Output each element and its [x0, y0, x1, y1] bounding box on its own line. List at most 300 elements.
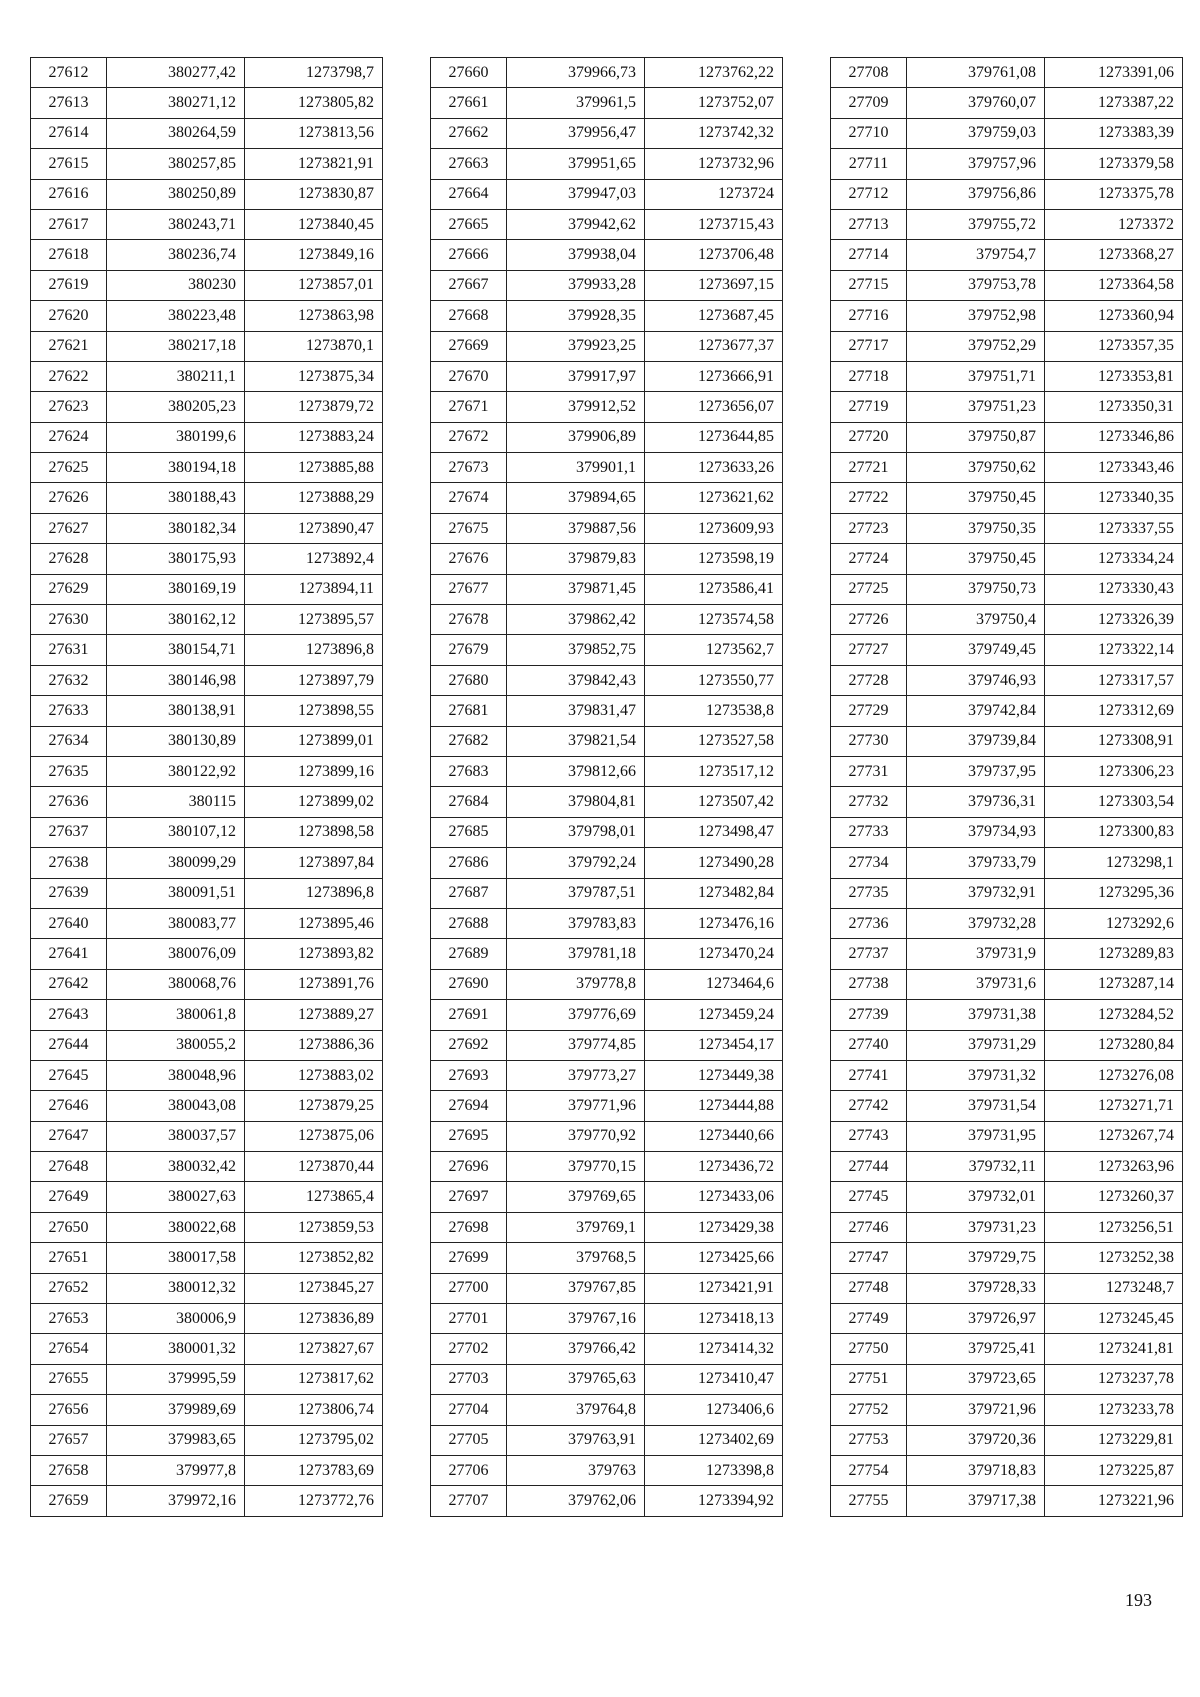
- point-id-cell: 27655: [31, 1364, 107, 1394]
- x-coordinate-cell: 380122,92: [107, 756, 245, 786]
- x-coordinate-cell: 379731,38: [907, 1000, 1045, 1030]
- table-row: [31, 149, 383, 179]
- point-id-cell: 27731: [831, 756, 907, 786]
- point-id-cell: 27616: [31, 179, 107, 209]
- x-coordinate-cell: 379750,35: [907, 513, 1045, 543]
- x-coordinate-cell: 379942,62: [507, 209, 645, 239]
- x-coordinate-cell: 379750,73: [907, 574, 1045, 604]
- y-coordinate-cell: 1273898,55: [245, 696, 383, 726]
- x-coordinate-cell: 380138,91: [107, 696, 245, 726]
- x-coordinate-cell: 379894,65: [507, 483, 645, 513]
- point-id-cell: 27618: [31, 240, 107, 270]
- point-id-cell: 27704: [431, 1395, 507, 1425]
- point-id-cell: 27678: [431, 605, 507, 635]
- table-row: [831, 969, 1183, 999]
- y-coordinate-cell: 1273252,38: [1045, 1243, 1183, 1273]
- x-coordinate-cell: 380188,43: [107, 483, 245, 513]
- point-id-cell: 27683: [431, 756, 507, 786]
- x-coordinate-cell: 380223,48: [107, 301, 245, 331]
- x-coordinate-cell: 379726,97: [907, 1304, 1045, 1334]
- y-coordinate-cell: 1273538,8: [645, 696, 783, 726]
- x-coordinate-cell: 379761,08: [907, 58, 1045, 88]
- x-coordinate-cell: 380006,9: [107, 1304, 245, 1334]
- y-coordinate-cell: 1273317,57: [1045, 665, 1183, 695]
- y-coordinate-cell: 1273772,76: [245, 1486, 383, 1516]
- point-id-cell: 27746: [831, 1212, 907, 1242]
- x-coordinate-cell: 380230: [107, 270, 245, 300]
- x-coordinate-cell: 379718,83: [907, 1455, 1045, 1485]
- y-coordinate-cell: 1273402,69: [645, 1425, 783, 1455]
- y-coordinate-cell: 1273795,02: [245, 1425, 383, 1455]
- table-row: [831, 513, 1183, 543]
- x-coordinate-cell: 379769,1: [507, 1212, 645, 1242]
- table-row: [431, 848, 783, 878]
- x-coordinate-cell: 379769,65: [507, 1182, 645, 1212]
- x-coordinate-cell: 379752,98: [907, 301, 1045, 331]
- x-coordinate-cell: 379977,8: [107, 1455, 245, 1485]
- point-id-cell: 27741: [831, 1060, 907, 1090]
- point-id-cell: 27621: [31, 331, 107, 361]
- x-coordinate-cell: 380076,09: [107, 939, 245, 969]
- point-id-cell: 27642: [31, 969, 107, 999]
- point-id-cell: 27707: [431, 1486, 507, 1516]
- x-coordinate-cell: 379871,45: [507, 574, 645, 604]
- y-coordinate-cell: 1273857,01: [245, 270, 383, 300]
- table-row: [431, 301, 783, 331]
- point-id-cell: 27718: [831, 361, 907, 391]
- point-id-cell: 27692: [431, 1030, 507, 1060]
- table-row: [831, 361, 1183, 391]
- y-coordinate-cell: 1273429,38: [645, 1212, 783, 1242]
- x-coordinate-cell: 380199,6: [107, 422, 245, 452]
- point-id-cell: 27673: [431, 453, 507, 483]
- point-id-cell: 27634: [31, 726, 107, 756]
- y-coordinate-cell: 1273421,91: [645, 1273, 783, 1303]
- table-row: [831, 787, 1183, 817]
- x-coordinate-cell: 379933,28: [507, 270, 645, 300]
- table-row: [31, 544, 383, 574]
- x-coordinate-cell: 379770,15: [507, 1152, 645, 1182]
- point-id-cell: 27666: [431, 240, 507, 270]
- table-row: [31, 1030, 383, 1060]
- x-coordinate-cell: 380115: [107, 787, 245, 817]
- x-coordinate-cell: 380169,19: [107, 574, 245, 604]
- point-id-cell: 27649: [31, 1182, 107, 1212]
- y-coordinate-cell: 1273346,86: [1045, 422, 1183, 452]
- x-coordinate-cell: 379732,01: [907, 1182, 1045, 1212]
- table-row: [31, 1182, 383, 1212]
- y-coordinate-cell: 1273897,84: [245, 848, 383, 878]
- y-coordinate-cell: 1273425,66: [645, 1243, 783, 1273]
- point-id-cell: 27659: [31, 1486, 107, 1516]
- table-row: [431, 1486, 783, 1516]
- x-coordinate-cell: 379731,95: [907, 1121, 1045, 1151]
- point-id-cell: 27641: [31, 939, 107, 969]
- point-id-cell: 27677: [431, 574, 507, 604]
- point-id-cell: 27749: [831, 1304, 907, 1334]
- y-coordinate-cell: 1273899,02: [245, 787, 383, 817]
- point-id-cell: 27648: [31, 1152, 107, 1182]
- point-id-cell: 27623: [31, 392, 107, 422]
- table-row: [31, 726, 383, 756]
- point-id-cell: 27699: [431, 1243, 507, 1273]
- point-id-cell: 27708: [831, 58, 907, 88]
- table-row: [31, 1273, 383, 1303]
- y-coordinate-cell: 1273845,27: [245, 1273, 383, 1303]
- point-id-cell: 27667: [431, 270, 507, 300]
- table-row: [831, 605, 1183, 635]
- table-row: [831, 301, 1183, 331]
- x-coordinate-cell: 380107,12: [107, 817, 245, 847]
- y-coordinate-cell: 1273233,78: [1045, 1395, 1183, 1425]
- x-coordinate-cell: 380099,29: [107, 848, 245, 878]
- point-id-cell: 27755: [831, 1486, 907, 1516]
- table-row: [431, 1182, 783, 1212]
- x-coordinate-cell: 379917,97: [507, 361, 645, 391]
- y-coordinate-cell: 1273609,93: [645, 513, 783, 543]
- point-id-cell: 27738: [831, 969, 907, 999]
- table-row: [431, 361, 783, 391]
- x-coordinate-cell: 379750,87: [907, 422, 1045, 452]
- table-row: [431, 179, 783, 209]
- table-row: [431, 908, 783, 938]
- x-coordinate-cell: 379768,5: [507, 1243, 645, 1273]
- x-coordinate-cell: 380162,12: [107, 605, 245, 635]
- coordinate-table-2: [430, 57, 783, 1517]
- table-row: [431, 1121, 783, 1151]
- point-id-cell: 27732: [831, 787, 907, 817]
- y-coordinate-cell: 1273896,8: [245, 635, 383, 665]
- y-coordinate-cell: 1273644,85: [645, 422, 783, 452]
- y-coordinate-cell: 1273440,66: [645, 1121, 783, 1151]
- x-coordinate-cell: 379739,84: [907, 726, 1045, 756]
- x-coordinate-cell: 380271,12: [107, 88, 245, 118]
- table-row: [831, 817, 1183, 847]
- table-row: [831, 179, 1183, 209]
- x-coordinate-cell: 379732,28: [907, 908, 1045, 938]
- y-coordinate-cell: 1273895,57: [245, 605, 383, 635]
- x-coordinate-cell: 379764,8: [507, 1395, 645, 1425]
- x-coordinate-cell: 379732,91: [907, 878, 1045, 908]
- point-id-cell: 27619: [31, 270, 107, 300]
- table-row: [831, 1182, 1183, 1212]
- x-coordinate-cell: 380022,68: [107, 1212, 245, 1242]
- x-coordinate-cell: 379787,51: [507, 878, 645, 908]
- y-coordinate-cell: 1273464,6: [645, 969, 783, 999]
- point-id-cell: 27656: [31, 1395, 107, 1425]
- point-id-cell: 27719: [831, 392, 907, 422]
- y-coordinate-cell: 1273414,32: [645, 1334, 783, 1364]
- point-id-cell: 27631: [31, 635, 107, 665]
- y-coordinate-cell: 1273783,69: [245, 1455, 383, 1485]
- table-row: [431, 483, 783, 513]
- y-coordinate-cell: 1273241,81: [1045, 1334, 1183, 1364]
- point-id-cell: 27670: [431, 361, 507, 391]
- y-coordinate-cell: 1273890,47: [245, 513, 383, 543]
- table-row: [431, 756, 783, 786]
- x-coordinate-cell: 380211,1: [107, 361, 245, 391]
- x-coordinate-cell: 379750,45: [907, 483, 1045, 513]
- x-coordinate-cell: 379821,54: [507, 726, 645, 756]
- point-id-cell: 27716: [831, 301, 907, 331]
- point-id-cell: 27748: [831, 1273, 907, 1303]
- x-coordinate-cell: 380083,77: [107, 908, 245, 938]
- x-coordinate-cell: 379737,95: [907, 756, 1045, 786]
- x-coordinate-cell: 379750,62: [907, 453, 1045, 483]
- x-coordinate-cell: 379754,7: [907, 240, 1045, 270]
- y-coordinate-cell: 1273306,23: [1045, 756, 1183, 786]
- y-coordinate-cell: 1273490,28: [645, 848, 783, 878]
- y-coordinate-cell: 1273298,1: [1045, 848, 1183, 878]
- table-row: [431, 696, 783, 726]
- table-row: [31, 88, 383, 118]
- y-coordinate-cell: 1273375,78: [1045, 179, 1183, 209]
- y-coordinate-cell: 1273798,7: [245, 58, 383, 88]
- y-coordinate-cell: 1273459,24: [645, 1000, 783, 1030]
- table-row: [31, 1121, 383, 1151]
- table-row: [831, 1152, 1183, 1182]
- y-coordinate-cell: 1273852,82: [245, 1243, 383, 1273]
- point-id-cell: 27650: [31, 1212, 107, 1242]
- point-id-cell: 27681: [431, 696, 507, 726]
- point-id-cell: 27643: [31, 1000, 107, 1030]
- x-coordinate-cell: 379804,81: [507, 787, 645, 817]
- point-id-cell: 27663: [431, 149, 507, 179]
- table-row: [31, 1304, 383, 1334]
- x-coordinate-cell: 379928,35: [507, 301, 645, 331]
- point-id-cell: 27675: [431, 513, 507, 543]
- x-coordinate-cell: 379756,86: [907, 179, 1045, 209]
- point-id-cell: 27664: [431, 179, 507, 209]
- point-id-cell: 27652: [31, 1273, 107, 1303]
- y-coordinate-cell: 1273870,1: [245, 331, 383, 361]
- y-coordinate-cell: 1273899,16: [245, 756, 383, 786]
- table-row: [831, 756, 1183, 786]
- y-coordinate-cell: 1273886,36: [245, 1030, 383, 1060]
- point-id-cell: 27714: [831, 240, 907, 270]
- point-id-cell: 27753: [831, 1425, 907, 1455]
- x-coordinate-cell: 379923,25: [507, 331, 645, 361]
- point-id-cell: 27726: [831, 605, 907, 635]
- point-id-cell: 27730: [831, 726, 907, 756]
- table-row: [831, 878, 1183, 908]
- point-id-cell: 27622: [31, 361, 107, 391]
- point-id-cell: 27676: [431, 544, 507, 574]
- table-row: [431, 1455, 783, 1485]
- y-coordinate-cell: 1273337,55: [1045, 513, 1183, 543]
- x-coordinate-cell: 380130,89: [107, 726, 245, 756]
- table-row: [831, 665, 1183, 695]
- x-coordinate-cell: 379728,33: [907, 1273, 1045, 1303]
- point-id-cell: 27627: [31, 513, 107, 543]
- y-coordinate-cell: 1273322,14: [1045, 635, 1183, 665]
- y-coordinate-cell: 1273454,17: [645, 1030, 783, 1060]
- x-coordinate-cell: 380175,93: [107, 544, 245, 574]
- table-row: [31, 118, 383, 148]
- y-coordinate-cell: 1273418,13: [645, 1304, 783, 1334]
- x-coordinate-cell: 379766,42: [507, 1334, 645, 1364]
- x-coordinate-cell: 379725,41: [907, 1334, 1045, 1364]
- x-coordinate-cell: 379750,4: [907, 605, 1045, 635]
- y-coordinate-cell: 1273498,47: [645, 817, 783, 847]
- point-id-cell: 27633: [31, 696, 107, 726]
- table-row: [831, 1395, 1183, 1425]
- point-id-cell: 27722: [831, 483, 907, 513]
- point-id-cell: 27680: [431, 665, 507, 695]
- x-coordinate-cell: 379729,75: [907, 1243, 1045, 1273]
- table-row: [431, 1273, 783, 1303]
- table-row: [431, 665, 783, 695]
- x-coordinate-cell: 379781,18: [507, 939, 645, 969]
- table-row: [831, 1060, 1183, 1090]
- x-coordinate-cell: 379751,23: [907, 392, 1045, 422]
- x-coordinate-cell: 379731,29: [907, 1030, 1045, 1060]
- table-row: [831, 453, 1183, 483]
- point-id-cell: 27658: [31, 1455, 107, 1485]
- y-coordinate-cell: 1273357,35: [1045, 331, 1183, 361]
- point-id-cell: 27721: [831, 453, 907, 483]
- y-coordinate-cell: 1273225,87: [1045, 1455, 1183, 1485]
- point-id-cell: 27632: [31, 665, 107, 695]
- x-coordinate-cell: 379956,47: [507, 118, 645, 148]
- point-id-cell: 27744: [831, 1152, 907, 1182]
- y-coordinate-cell: 1273433,06: [645, 1182, 783, 1212]
- x-coordinate-cell: 380001,32: [107, 1334, 245, 1364]
- x-coordinate-cell: 379734,93: [907, 817, 1045, 847]
- y-coordinate-cell: 1273287,14: [1045, 969, 1183, 999]
- table-row: [31, 1395, 383, 1425]
- table-row: [31, 270, 383, 300]
- table-row: [431, 1091, 783, 1121]
- table-row: [31, 179, 383, 209]
- x-coordinate-cell: 380277,42: [107, 58, 245, 88]
- x-coordinate-cell: 379733,79: [907, 848, 1045, 878]
- y-coordinate-cell: 1273762,22: [645, 58, 783, 88]
- x-coordinate-cell: 379723,65: [907, 1364, 1045, 1394]
- x-coordinate-cell: 379774,85: [507, 1030, 645, 1060]
- y-coordinate-cell: 1273859,53: [245, 1212, 383, 1242]
- table-row: [431, 331, 783, 361]
- point-id-cell: 27654: [31, 1334, 107, 1364]
- y-coordinate-cell: 1273229,81: [1045, 1425, 1183, 1455]
- point-id-cell: 27639: [31, 878, 107, 908]
- y-coordinate-cell: 1273849,16: [245, 240, 383, 270]
- point-id-cell: 27686: [431, 848, 507, 878]
- point-id-cell: 27723: [831, 513, 907, 543]
- x-coordinate-cell: 379961,5: [507, 88, 645, 118]
- x-coordinate-cell: 379731,9: [907, 939, 1045, 969]
- y-coordinate-cell: 1273562,7: [645, 635, 783, 665]
- table-row: [431, 270, 783, 300]
- x-coordinate-cell: 380146,98: [107, 665, 245, 695]
- point-id-cell: 27638: [31, 848, 107, 878]
- table-row: [431, 1000, 783, 1030]
- table-row: [431, 605, 783, 635]
- point-id-cell: 27657: [31, 1425, 107, 1455]
- table-row: [431, 726, 783, 756]
- point-id-cell: 27703: [431, 1364, 507, 1394]
- point-id-cell: 27715: [831, 270, 907, 300]
- x-coordinate-cell: 380037,57: [107, 1121, 245, 1151]
- point-id-cell: 27615: [31, 149, 107, 179]
- point-id-cell: 27710: [831, 118, 907, 148]
- x-coordinate-cell: 380205,23: [107, 392, 245, 422]
- x-coordinate-cell: 379966,73: [507, 58, 645, 88]
- y-coordinate-cell: 1273387,22: [1045, 88, 1183, 118]
- x-coordinate-cell: 379746,93: [907, 665, 1045, 695]
- table-row: [431, 787, 783, 817]
- y-coordinate-cell: 1273330,43: [1045, 574, 1183, 604]
- table-row: [831, 1212, 1183, 1242]
- table-row: [31, 1091, 383, 1121]
- point-id-cell: 27751: [831, 1364, 907, 1394]
- point-id-cell: 27620: [31, 301, 107, 331]
- y-coordinate-cell: 1273724: [645, 179, 783, 209]
- x-coordinate-cell: 379776,69: [507, 1000, 645, 1030]
- x-coordinate-cell: 379731,23: [907, 1212, 1045, 1242]
- y-coordinate-cell: 1273821,91: [245, 149, 383, 179]
- table-row: [831, 1304, 1183, 1334]
- y-coordinate-cell: 1273888,29: [245, 483, 383, 513]
- table-row: [831, 483, 1183, 513]
- y-coordinate-cell: 1273410,47: [645, 1364, 783, 1394]
- table-row: [831, 1425, 1183, 1455]
- y-coordinate-cell: 1273350,31: [1045, 392, 1183, 422]
- x-coordinate-cell: 379947,03: [507, 179, 645, 209]
- table-row: [831, 1455, 1183, 1485]
- x-coordinate-cell: 379763,91: [507, 1425, 645, 1455]
- point-id-cell: 27646: [31, 1091, 107, 1121]
- table-row: [831, 270, 1183, 300]
- point-id-cell: 27702: [431, 1334, 507, 1364]
- table-row: [431, 392, 783, 422]
- table-row: [31, 331, 383, 361]
- table-row: [31, 1364, 383, 1394]
- table-row: [431, 422, 783, 452]
- table-row: [31, 301, 383, 331]
- table-row: [431, 513, 783, 543]
- table-row: [431, 1060, 783, 1090]
- x-coordinate-cell: 380055,2: [107, 1030, 245, 1060]
- point-id-cell: 27630: [31, 605, 107, 635]
- x-coordinate-cell: 380264,59: [107, 118, 245, 148]
- point-id-cell: 27629: [31, 574, 107, 604]
- table-row: [31, 513, 383, 543]
- y-coordinate-cell: 1273267,74: [1045, 1121, 1183, 1151]
- table-row: [31, 1243, 383, 1273]
- table-row: [431, 1425, 783, 1455]
- table-row: [431, 58, 783, 88]
- table-row: [431, 1030, 783, 1060]
- y-coordinate-cell: 1273334,24: [1045, 544, 1183, 574]
- x-coordinate-cell: 379767,16: [507, 1304, 645, 1334]
- y-coordinate-cell: 1273436,72: [645, 1152, 783, 1182]
- x-coordinate-cell: 379792,24: [507, 848, 645, 878]
- y-coordinate-cell: 1273863,98: [245, 301, 383, 331]
- y-coordinate-cell: 1273894,11: [245, 574, 383, 604]
- y-coordinate-cell: 1273891,76: [245, 969, 383, 999]
- table-row: [831, 908, 1183, 938]
- x-coordinate-cell: 380250,89: [107, 179, 245, 209]
- x-coordinate-cell: 379731,32: [907, 1060, 1045, 1090]
- x-coordinate-cell: 379983,65: [107, 1425, 245, 1455]
- table-row: [831, 1486, 1183, 1516]
- point-id-cell: 27651: [31, 1243, 107, 1273]
- table-row: [831, 149, 1183, 179]
- table-row: [431, 1364, 783, 1394]
- point-id-cell: 27679: [431, 635, 507, 665]
- y-coordinate-cell: 1273836,89: [245, 1304, 383, 1334]
